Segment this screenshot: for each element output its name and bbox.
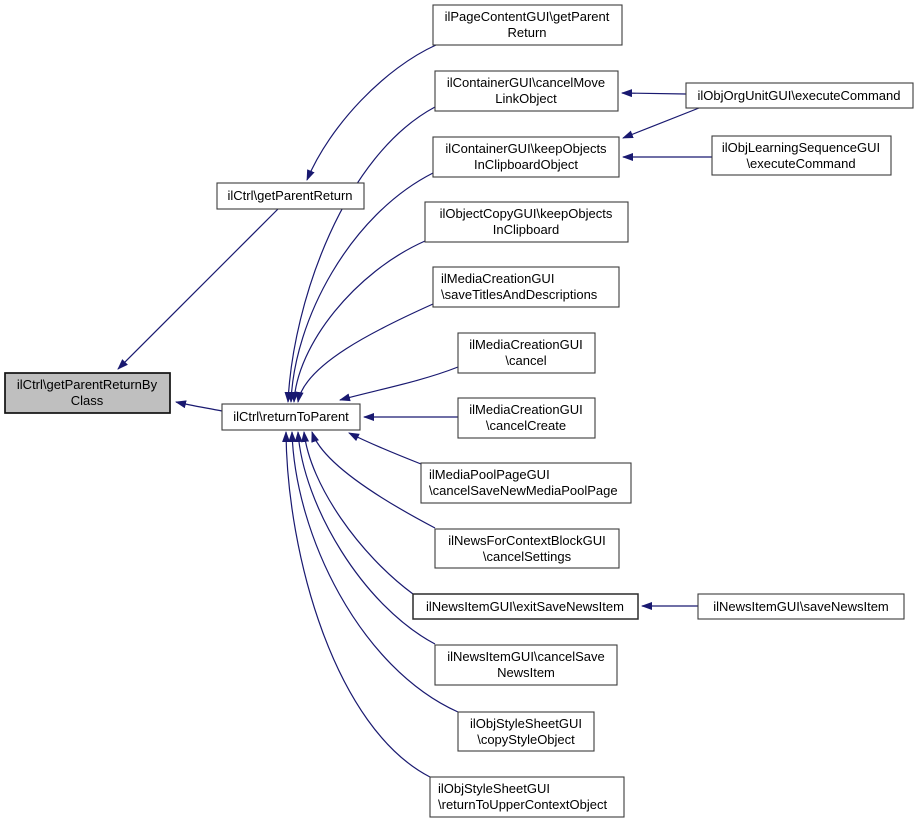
node-label: ilObjStyleSheetGUI — [470, 716, 582, 731]
edge-returntoparent-to-getparentreturnbyclass — [176, 402, 222, 411]
node-ilcontainergui-keepobjectsinclipboardobject[interactable] — [433, 137, 619, 177]
edge-mediapool-to-returntoparent — [349, 433, 421, 464]
node-ilnewsitemgui-exitsavenewsitem[interactable] — [413, 594, 638, 619]
edge-savetitles-to-returntoparent — [298, 304, 433, 402]
node-ilctrl-getparentreturnbyclass — [5, 373, 170, 413]
node-ilcontainergui-cancelmovelinkobject[interactable] — [435, 71, 618, 111]
node-label: \cancelSaveNewMediaPoolPage — [429, 483, 618, 498]
node-ilmediacreationgui-savetitlesanddescriptions[interactable] — [433, 267, 619, 307]
edge-objectcopy-to-returntoparent — [294, 241, 425, 402]
node-label: LinkObject — [495, 91, 557, 106]
edge-mediacancel-to-returntoparent — [340, 367, 458, 400]
node-label: \cancel — [505, 353, 547, 368]
node-ilpagecontentgui-getparentreturn[interactable] — [433, 5, 622, 45]
node-label: Class — [70, 393, 104, 408]
node-label: \copyStyleObject — [477, 732, 575, 747]
edge-orgunit-to-keepobjects — [623, 108, 699, 138]
node-ilnewsitemgui-savenewsitem[interactable] — [698, 594, 904, 619]
node-label: ilNewsItemGUI\saveNewsItem — [713, 599, 889, 614]
edge-returnupper-to-returntoparent — [286, 432, 430, 777]
node-label: InClipboardObject — [473, 157, 579, 172]
node-ilmediacreationgui-cancel[interactable] — [458, 333, 595, 373]
node-label: NewsItem — [497, 665, 555, 680]
node-ilctrl-returntoparent[interactable] — [222, 404, 360, 430]
edge-group — [118, 45, 712, 777]
edge-getparentreturn-to-getparentreturnbyclass — [118, 209, 278, 369]
node-label: ilCtrl\getParentReturnBy — [16, 377, 158, 392]
node-label: ilNewsItemGUI\exitSaveNewsItem — [426, 599, 624, 614]
node-label: ilCtrl\getParentReturn — [227, 188, 353, 203]
node-label: InClipboard — [492, 222, 560, 237]
node-label: \saveTitlesAndDescriptions — [441, 287, 598, 302]
node-label: ilObjLearningSequenceGUI — [721, 140, 881, 155]
node-label: ilObjOrgUnitGUI\executeCommand — [697, 88, 901, 103]
node-label: \returnToUpperContextObject — [438, 797, 608, 812]
node-ilctrl-getparentreturn[interactable] — [217, 183, 364, 209]
node-ilmediapoolpagegui-cancelsavenewmediapoolpage[interactable] — [421, 463, 631, 503]
node-label: ilMediaCreationGUI — [469, 402, 583, 417]
node-ilobjstylesheetgui-returntouppercontextobject[interactable] — [430, 777, 624, 817]
node-ilobjstylesheetgui-copystyleobject[interactable] — [458, 712, 594, 751]
node-label: ilCtrl\returnToParent — [233, 409, 349, 424]
node-label: ilObjStyleSheetGUI — [438, 781, 550, 796]
node-label: ilNewsForContextBlockGUI — [448, 533, 606, 548]
node-label: Return — [507, 25, 547, 40]
node-label: \cancelCreate — [485, 418, 567, 433]
node-label: \executeCommand — [746, 156, 856, 171]
node-label: ilNewsItemGUI\cancelSave — [447, 649, 605, 664]
node-ilnewsforcontextblockgui-cancelsettings[interactable] — [435, 529, 619, 568]
node-label: ilContainerGUI\keepObjects — [445, 141, 607, 156]
node-ilnewsitemgui-cancelsavenewsitem[interactable] — [435, 645, 617, 685]
node-ilmediacreationgui-cancelcreate[interactable] — [458, 398, 595, 438]
node-label: ilMediaCreationGUI — [469, 337, 583, 352]
node-ilobjectcopygui-keepobjectsinclipboard[interactable] — [425, 202, 628, 242]
node-label: ilObjectCopyGUI\keepObjects — [439, 206, 613, 221]
edge-pagecontent-to-getparentreturn — [307, 45, 436, 180]
edge-cancelmove-to-returntoparent — [288, 107, 435, 402]
node-ilobjlearningsequencegui-executecommand[interactable] — [712, 136, 891, 175]
node-label: ilContainerGUI\cancelMove — [446, 75, 606, 90]
node-label: ilMediaCreationGUI — [441, 271, 555, 286]
edge-orgunit-to-cancelmove — [622, 93, 686, 94]
node-label: ilPageContentGUI\getParent — [444, 9, 610, 24]
edge-newscontext-to-returntoparent — [312, 432, 435, 528]
node-ilobjorgunitgui-executecommand[interactable] — [686, 83, 913, 108]
node-label: ilMediaPoolPageGUI — [429, 467, 550, 482]
node-label: \cancelSettings — [482, 549, 572, 564]
